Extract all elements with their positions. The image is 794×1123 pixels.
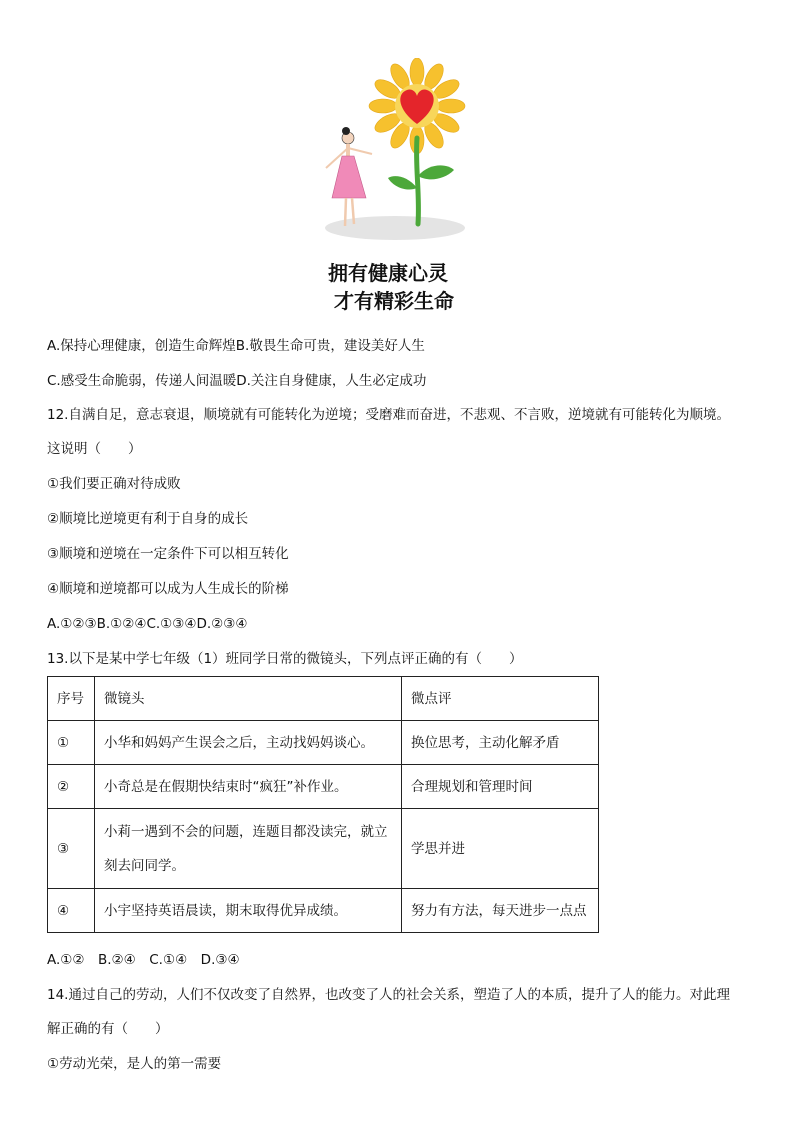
q12-item-1: ①我们要正确对待成败 — [47, 476, 181, 492]
row-comment: 合理规划和管理时间 — [402, 765, 599, 809]
table-row — [48, 765, 599, 809]
row-scene — [95, 809, 402, 889]
q11-option-line-1: A.保持心理健康，创造生命辉煌B.敬畏生命可贵，建设美好人生 — [47, 338, 425, 354]
q12-item-4: ④顺境和逆境都可以成为人生成长的阶梯 — [47, 581, 289, 597]
q14-item-1: ①劳动光荣，是人的第一需要 — [47, 1056, 222, 1072]
q13-table — [47, 676, 599, 933]
row-scene: 小华和妈妈产生误会之后，主动找妈妈谈心。 — [95, 721, 402, 765]
row-comment: 换位思考，主动化解矛盾 — [402, 721, 599, 765]
row-scene: 小宇坚持英语晨读，期末取得优异成绩。 — [95, 889, 402, 933]
table-row — [48, 889, 599, 933]
q12-stem-line-1: 12.自满自足，意志衰退，顺境就有可能转化为逆境；受磨难而奋进，不悲观、不言败，逆境就有可能转化为顺境。 — [47, 407, 730, 423]
header-scene: 微镜头 — [95, 677, 402, 721]
row-number: ② — [48, 765, 95, 809]
header-comment: 微点评 — [402, 677, 599, 721]
row-comment: 学思并进 — [402, 809, 599, 889]
row-comment: 努力有方法，每天进步一点点 — [402, 889, 599, 933]
row-number: ③ — [48, 809, 95, 889]
q11-option-line-2: C.感受生命脆弱，传递人间温暖D.关注自身健康，人生必定成功 — [47, 373, 427, 389]
sunflower-illustration — [320, 58, 470, 314]
row-scene: 小奇总是在假期快结束时“疯狂”补作业。 — [95, 765, 402, 809]
sunflower-dancer-drawing — [320, 58, 470, 314]
table-row — [48, 721, 599, 765]
table-header-row — [48, 677, 599, 721]
row-number: ④ — [48, 889, 95, 933]
q12-item-3: ③顺境和逆境在一定条件下可以相互转化 — [47, 546, 289, 562]
header-number: 序号 — [48, 677, 95, 721]
q13-options: A.①② B.②④ C.①④ D.③④ — [47, 952, 240, 968]
q14-stem-line-2: 解正确的有（ ） — [47, 1021, 169, 1037]
caption-line-1: 拥有健康心灵 — [328, 261, 448, 285]
q14-stem-line-1: 14.通过自己的劳动，人们不仅改变了自然界，也改变了人的社会关系，塑造了人的本质，提升了人的能力。对此理 — [47, 987, 730, 1003]
q12-stem-line-2: 这说明（ ） — [47, 441, 142, 457]
row-number: ① — [48, 721, 95, 765]
q13-stem: 13.以下是某中学七年级（1）班同学日常的微镜头，下列点评正确的有（ ） — [47, 651, 523, 667]
q12-item-2: ②顺境比逆境更有利于自身的成长 — [47, 511, 249, 527]
row-scene-line-1: 小莉一遇到不会的问题，连题目都没读完，就立 — [104, 823, 388, 840]
q12-options: A.①②③B.①②④C.①③④D.②③④ — [47, 616, 248, 632]
caption-line-2: 才有精彩生命 — [334, 289, 454, 313]
row-scene-line-2: 刻去问同学。 — [104, 857, 185, 874]
table-row — [48, 809, 599, 889]
